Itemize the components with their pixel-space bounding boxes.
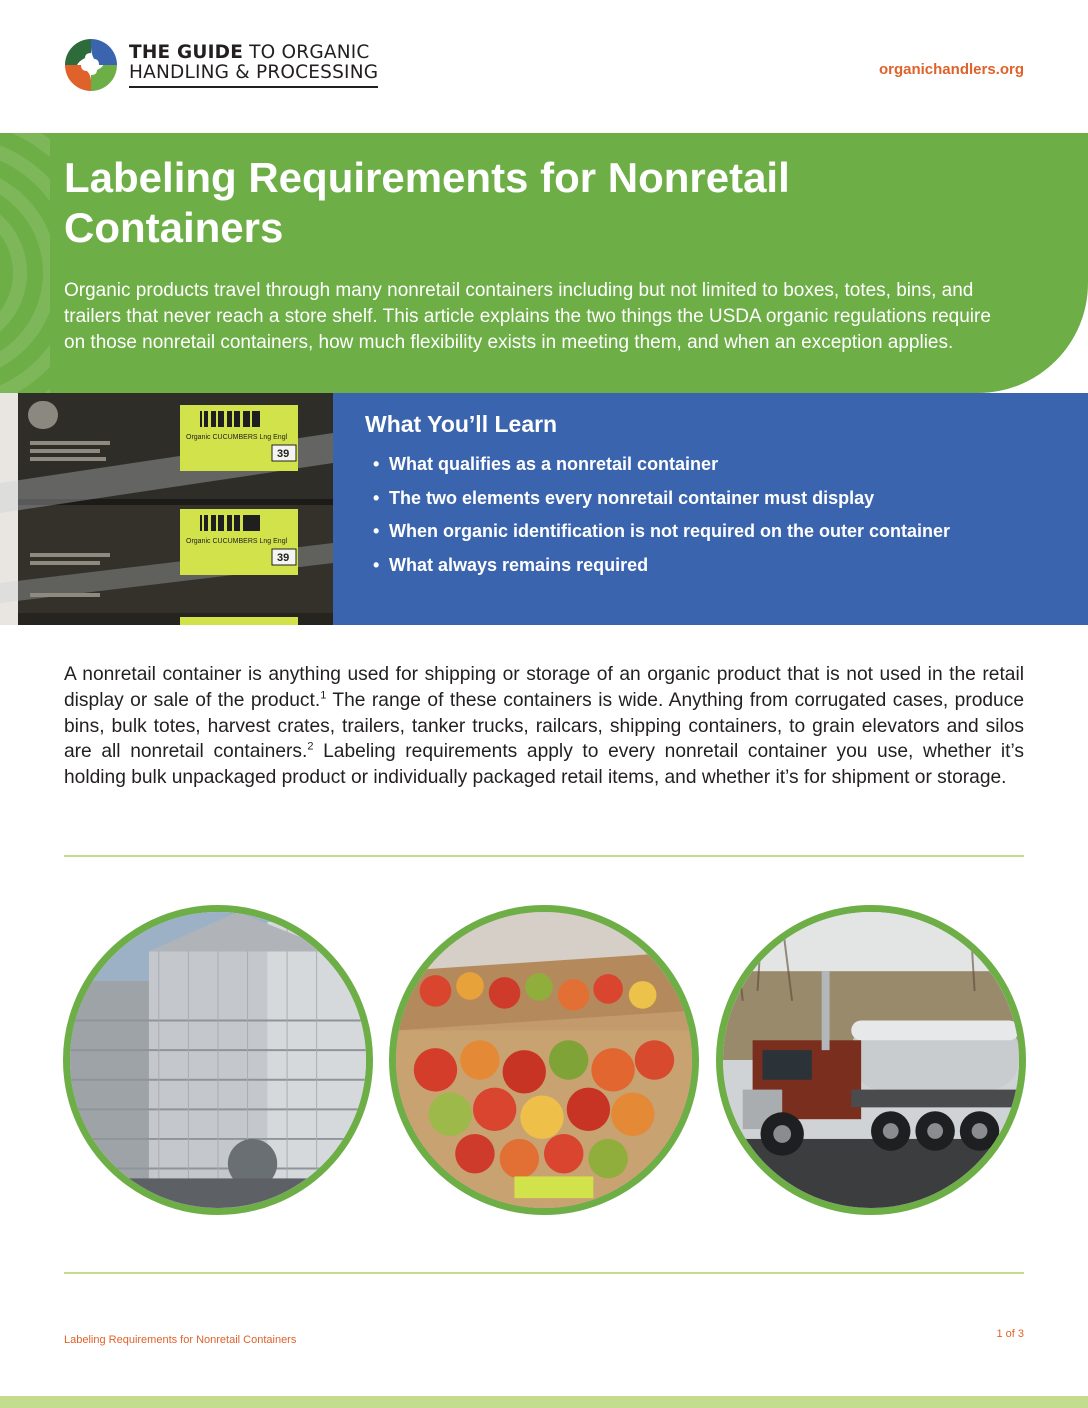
decorative-rings [0, 133, 50, 393]
guide-logo [63, 37, 393, 93]
crate-label-top [180, 405, 298, 471]
learn-item: • The two elements every nonretail container must display [365, 482, 1088, 516]
body-text: The range of these containers is wide. Anything from corrugated cases, produce bins, bulk totes, harvest crates, trailers, tanker trucks, railcars, shipping containers, to grain elevators and silos are all nonretail containers. [64, 689, 1024, 763]
svg-text:Organic CUCUMBERS Lng Engl: Organic CUCUMBERS Lng Engl [186, 538, 288, 545]
cucumber-crates-photo [0, 393, 333, 625]
grain-silos-photo [63, 905, 373, 1215]
learn-list [365, 448, 1088, 582]
body-text: A nonretail container is anything used for shipping or storage of an organic product that is not used in the retail display or sale of the product. [64, 664, 1024, 711]
learn-heading: What You’ll Learn [365, 411, 558, 437]
page-number: 1 of 3 [996, 1328, 1024, 1340]
crate-label-bottom [180, 509, 298, 575]
divider [64, 1272, 1024, 1274]
footnote-ref[interactable]: 2 [307, 741, 314, 753]
footnote-ref[interactable]: 1 [320, 689, 327, 702]
tanker-truck-photo [716, 905, 1026, 1215]
logo-title-rest: TO ORGANIC [243, 41, 370, 63]
page-title: Labeling Requirements for Nonretail Containers [64, 154, 790, 251]
heirloom-tomatoes-photo [389, 905, 699, 1215]
learn-item: • What always remains required [365, 549, 1088, 583]
intro-paragraph: Organic products travel through many nonretail containers including but not limited to boxes, totes, bins, and trailers that never reach a store shelf. This article explains the two things the USDA organic regulations require on those nonretail containers, how much flexibility exists in meeting them, and when an exception applies. [64, 280, 991, 353]
logo-title-bold: THE GUIDE [129, 41, 244, 63]
footer-title: Labeling Requirements for Nonretail Containers [64, 1334, 297, 1346]
learn-item: • When organic identification is not required on the outer container [365, 515, 1088, 549]
title-banner [0, 133, 1088, 393]
body-text: Labeling requirements apply to every nonretail container you use, whether it’s holding bulk unpackaged product or individually packaged retail items, and whether it’s for shipment or storage. [64, 741, 1024, 789]
logo-wordmark [129, 43, 378, 88]
website-link[interactable]: organichandlers.org [878, 61, 1024, 78]
what-youll-learn-box [333, 393, 1088, 625]
logo-subtitle: HANDLING & PROCESSING [129, 61, 379, 83]
svg-text:Organic CUCUMBERS Lng Engl: Organic CUCUMBERS Lng Engl [186, 434, 288, 441]
body-paragraph [64, 662, 1024, 791]
svg-text:39: 39 [277, 552, 290, 564]
divider [64, 855, 1024, 857]
learn-item: • What qualifies as a nonretail container [365, 448, 1088, 482]
footer-bar [0, 1396, 1088, 1408]
puzzle-globe-icon [63, 37, 119, 93]
svg-text:39: 39 [277, 448, 290, 460]
